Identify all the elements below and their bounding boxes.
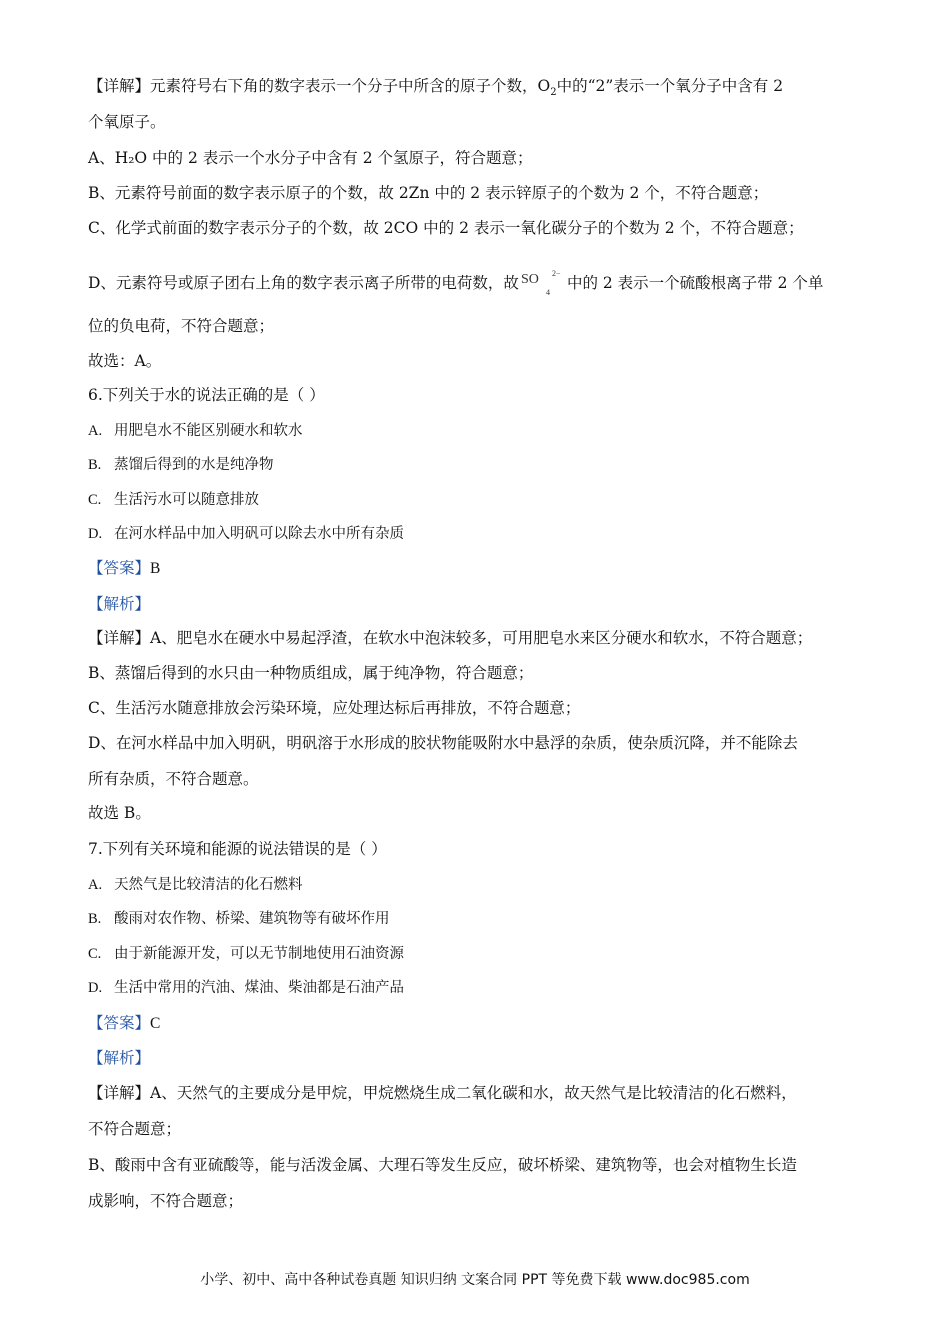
option-label: C. [88, 492, 102, 508]
explanation-line: 【详解】A、天然气的主要成分是甲烷，甲烷燃烧生成二氧化碳和水，故天然气是比较清洁的化石燃料， [88, 1084, 797, 1102]
page-footer: 小学、初中、高中各种试卷真题 知识归纳 文案合同 PPT 等免费下载 www.doc985.com [200, 1272, 750, 1288]
option-text: 生活中常用的汽油、煤油、柴油都是石油产品 [114, 980, 404, 996]
text-segment: 【详解】元素符号右下角的数字表示一个分子中所含的原子个数，O [88, 77, 551, 95]
option-label: D. [88, 980, 103, 996]
option-label: A. [88, 877, 103, 893]
option-label: A. [88, 423, 103, 439]
analysis-tag: 【解析】 [88, 595, 151, 613]
option-c [88, 944, 404, 964]
option-b [88, 909, 390, 929]
answer-line [88, 1013, 160, 1034]
explanation-line: B、元素符号前面的数字表示原子的个数，故 2Zn 中的 2 表示锌原子的个数为 2 个，不符合题意； [88, 184, 769, 202]
option-label: B. [88, 457, 102, 473]
explanation-line: 位的负电荷，不符合题意； [88, 317, 275, 335]
option-text: 由于新能源开发，可以无节制地使用石油资源 [114, 946, 404, 962]
text-segment: 中的“2”表示一个氧分子中含有 2 [556, 77, 784, 95]
explanation-line: 不符合题意； [88, 1120, 182, 1138]
option-label: D. [88, 526, 103, 542]
explanation-line: 成影响，不符合题意； [88, 1192, 244, 1210]
ion-base: SO [520, 272, 539, 287]
answer-line [88, 558, 160, 579]
option-label: C. [88, 946, 102, 962]
answer-tag: 【答案】 [88, 559, 151, 577]
explanation-line: B、酸雨中含有亚硫酸等，能与活泼金属、大理石等发生反应，破坏桥梁、建筑物等，也会对植物生长造 [88, 1156, 797, 1174]
question-stem: 7.下列有关环境和能源的说法错误的是（ ） [88, 840, 387, 858]
explanation-line: B、蒸馏后得到的水只由一种物质组成，属于纯净物，符合题意； [88, 664, 534, 682]
explanation-line: C、生活污水随意排放会污染环境，应处理达标后再排放，不符合题意； [88, 699, 581, 717]
explanation-line: 【详解】A、肥皂水在硬水中易起浮渣，在软水中泡沫较多，可用肥皂水来区分硬水和软水，不符合题意； [88, 629, 813, 647]
option-b [88, 455, 274, 475]
option-a [88, 875, 303, 895]
sulfate-ion-formula [520, 264, 567, 297]
text-segment: 中的 2 表示一个硫酸根离子带 2 个单 [566, 274, 824, 292]
explanation-line [88, 264, 824, 297]
answer-value: B [150, 560, 161, 577]
explanation-line [88, 76, 783, 103]
option-text: 天然气是比较清洁的化石燃料 [114, 877, 303, 893]
answer-value: C [150, 1015, 161, 1032]
text-segment: D、元素符号或原子团右上角的数字表示离子所带的电荷数，故 [88, 274, 519, 292]
ion-superscript: 2− [551, 269, 561, 278]
explanation-line: A、H₂O 中的 2 表示一个水分子中含有 2 个氢原子，符合题意； [88, 149, 533, 167]
option-d [88, 978, 404, 998]
analysis-tag: 【解析】 [88, 1049, 151, 1067]
subscript: 2 [550, 87, 557, 99]
option-c [88, 490, 259, 510]
explanation-line: 所有杂质，不符合题意。 [88, 770, 259, 788]
conclusion-line: 故选 B。 [88, 804, 151, 822]
explanation-line: 个氧原子。 [88, 113, 166, 131]
question-stem: 6.下列关于水的说法正确的是（ ） [88, 386, 325, 404]
ion-subscript: 4 [545, 288, 550, 297]
answer-tag: 【答案】 [88, 1014, 151, 1032]
option-d [88, 524, 404, 544]
conclusion-line: 故选：A。 [88, 352, 162, 370]
explanation-line: D、在河水样品中加入明矾，明矾溶于水形成的胶状物能吸附水中悬浮的杂质，使杂质沉降，并不能除去 [88, 734, 798, 752]
option-text: 生活污水可以随意排放 [114, 492, 259, 508]
option-label: B. [88, 911, 102, 927]
option-text: 用肥皂水不能区别硬水和软水 [114, 423, 303, 439]
option-text: 酸雨对农作物、桥梁、建筑物等有破坏作用 [114, 911, 390, 927]
option-text: 蒸馏后得到的水是纯净物 [114, 457, 274, 473]
option-a [88, 421, 303, 441]
option-text: 在河水样品中加入明矾可以除去水中所有杂质 [114, 526, 404, 542]
explanation-line: C、化学式前面的数字表示分子的个数，故 2CO 中的 2 表示一氧化碳分子的个数为 2 个，不符合题意； [88, 219, 804, 237]
